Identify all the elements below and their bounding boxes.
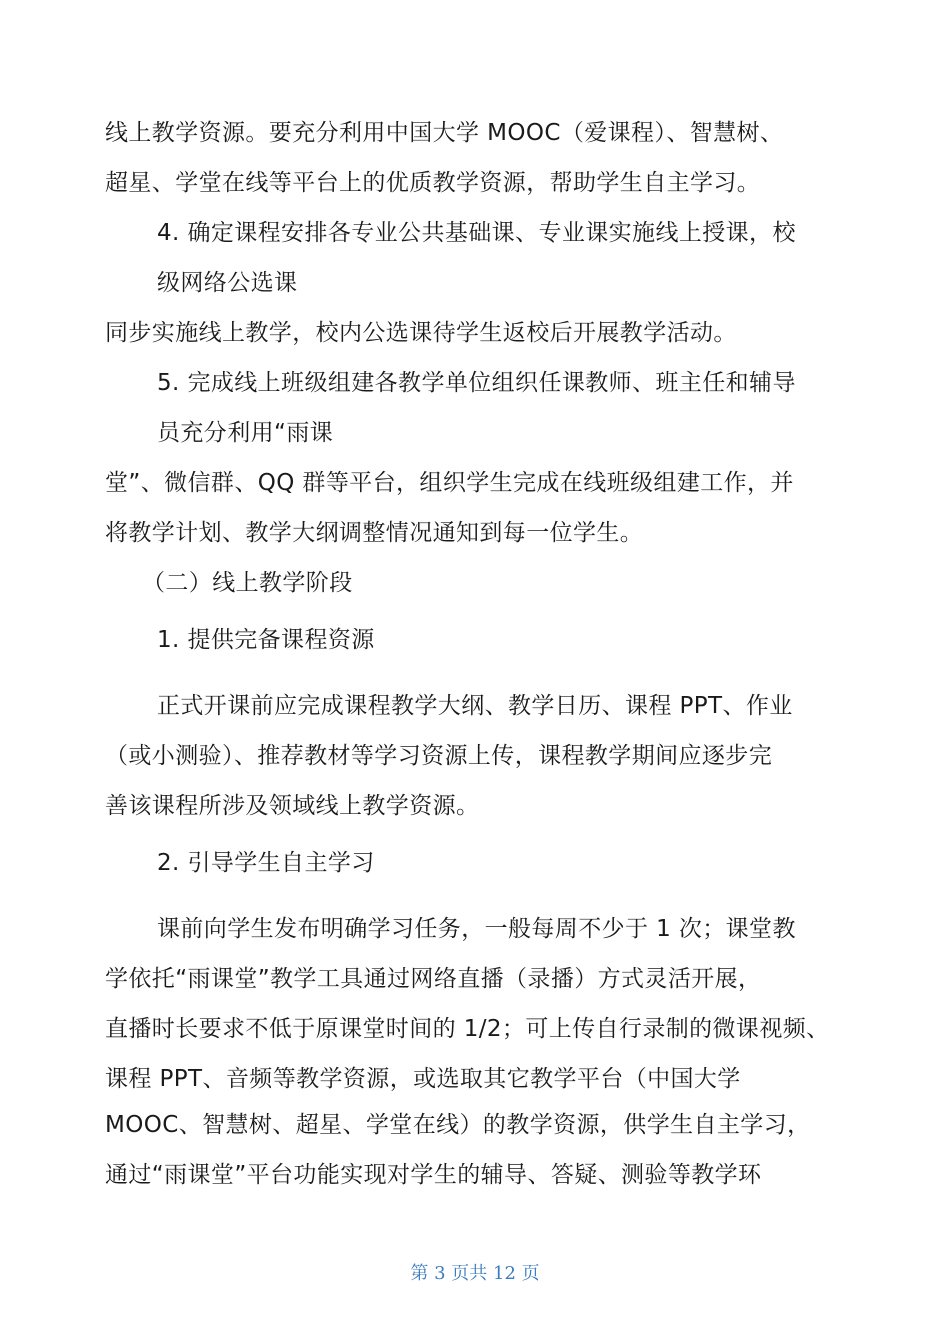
text-line: 线上教学资源。要充分利用中国大学 MOOC（爱课程）、智慧树、 bbox=[105, 120, 784, 146]
text-line: 课前向学生发布明确学习任务，一般每周不少于 1 次；课堂教 bbox=[157, 916, 796, 942]
section-heading: （二）线上教学阶段 bbox=[142, 570, 353, 596]
text-line: 课程 PPT、音频等教学资源，或选取其它教学平台（中国大学 bbox=[105, 1066, 741, 1092]
text-line: 将教学计划、教学大纲调整情况通知到每一位学生。 bbox=[105, 520, 644, 546]
text-line: 级网络公选课 bbox=[157, 270, 298, 296]
text-line: 同步实施线上教学，校内公选课待学生返校后开展教学活动。 bbox=[105, 320, 737, 346]
text-line: 员充分利用“雨课 bbox=[157, 420, 334, 446]
text-line: 正式开课前应完成课程教学大纲、教学日历、课程 PPT、作业 bbox=[157, 693, 793, 719]
text-line: 堂”、微信群、QQ 群等平台，组织学生完成在线班级组建工作，并 bbox=[105, 470, 794, 496]
list-item-4: 4. 确定课程安排各专业公共基础课、专业课实施线上授课，校 bbox=[157, 220, 796, 246]
text-line: 直播时长要求不低于原课堂时间的 1/2；可上传自行录制的微课视频、 bbox=[105, 1016, 830, 1042]
text-line: （或小测验）、推荐教材等学习资源上传，课程教学期间应逐步完 bbox=[105, 743, 773, 769]
page-number-footer: 第 3 页共 12 页 bbox=[410, 1263, 540, 1284]
text-line: 善该课程所涉及领域线上教学资源。 bbox=[105, 793, 480, 819]
text-line: 通过“雨课堂”平台功能实现对学生的辅导、答疑、测验等教学环 bbox=[105, 1162, 762, 1188]
list-item-2: 2. 引导学生自主学习 bbox=[157, 850, 375, 876]
text-line: MOOC、智慧树、超星、学堂在线）的教学资源，供学生自主学习， bbox=[105, 1112, 811, 1138]
list-item-1: 1. 提供完备课程资源 bbox=[157, 627, 375, 653]
text-line: 超星、学堂在线等平台上的优质教学资源，帮助学生自主学习。 bbox=[105, 170, 761, 196]
text-line: 学依托“雨课堂”教学工具通过网络直播（录播）方式灵活开展， bbox=[105, 966, 762, 992]
list-item-5: 5. 完成线上班级组建各教学单位组织任课教师、班主任和辅导 bbox=[157, 370, 796, 396]
